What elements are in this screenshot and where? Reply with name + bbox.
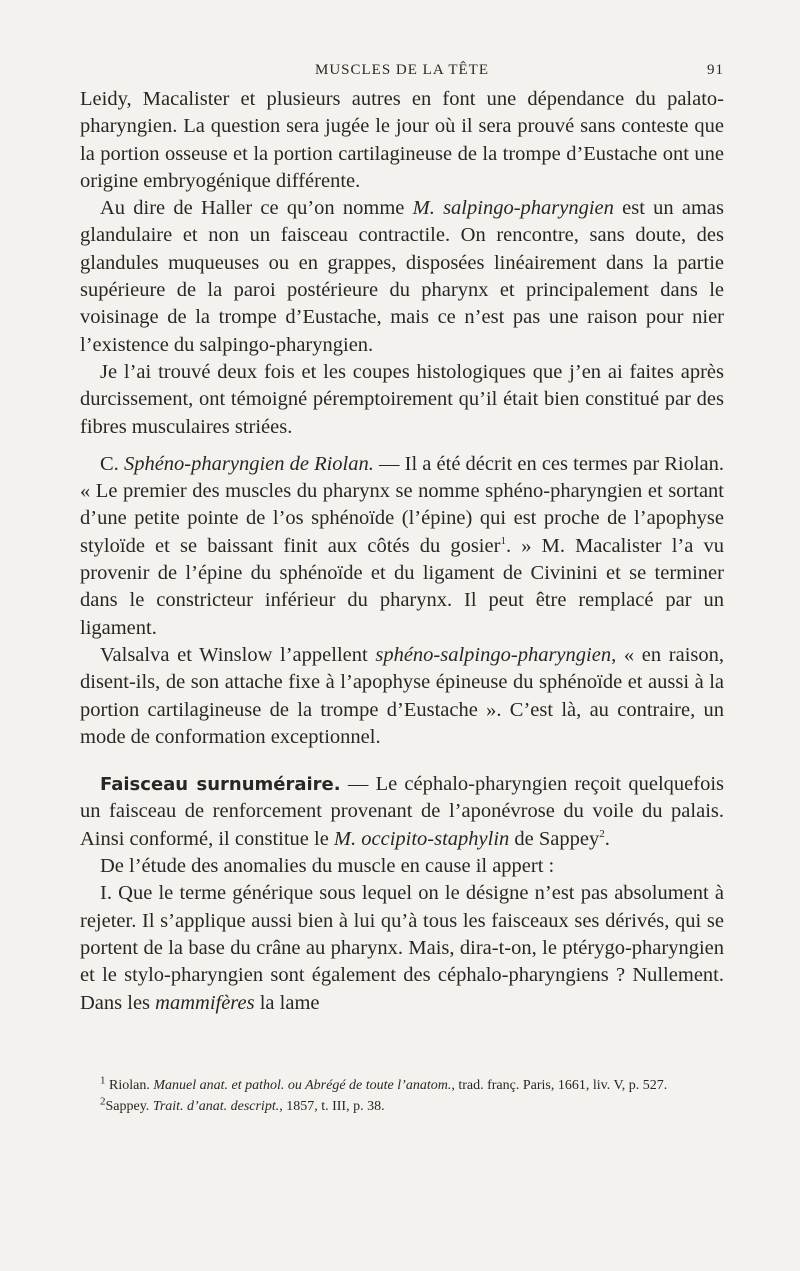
text-run: . (604, 827, 610, 850)
footnotes (80, 1076, 724, 1118)
text-run: Sappey. (105, 1099, 153, 1114)
section-heading: Faisceau surnuméraire. (100, 774, 341, 796)
text-run: , trad. franç. Paris, 1661, liv. V, p. 527. (451, 1078, 668, 1093)
paragraph: Leidy, Macalister et plusieurs autres en font une dépendance du palato-pharyngien. La question sera jugée le jour où il sera prouvé sans conteste que la portion osseuse et la portion cartilagineuse de la trompe d’Eustache ont une origine embryogénique différente. (80, 88, 724, 192)
footnote (80, 1076, 724, 1095)
paragraph (80, 880, 724, 1016)
section-letter: C. (100, 452, 124, 475)
section-paragraph (80, 771, 724, 853)
text-run: Valsalva et Winslow l’appellent (100, 643, 376, 666)
italic-term: M. occipito-staphylin (333, 827, 510, 850)
text-run: Riolan. (105, 1078, 154, 1093)
paragraph (80, 642, 724, 751)
text-run: . » M. Macalister l’a vu provenir de l’épine du sphénoïde et du ligament de Civinini et se terminer dans le constricteur inférieur du pharynx. Il peut être remplacé par un ligament. (80, 534, 724, 639)
italic-term: mammifères (155, 991, 255, 1014)
paragraph: Je l’ai trouvé deux fois et les coupes histologiques que j’en ai faites après durcissement, ont témoigné péremptoirement qu’il était bien constitué par des fibres musculaires striées. (80, 360, 724, 438)
section-heading: Sphéno-pharyngien de Riolan. (123, 452, 374, 475)
running-title: MUSCLES DE LA TÊTE (315, 62, 489, 78)
text-run: — Le céphalo-pharyngien reçoit quelquefois un faisceau de renforcement provenant de l’aponévrose du voile du palais. Ainsi conformé, il constitue le (80, 773, 724, 850)
footnote-ref: 1 (500, 534, 506, 547)
footnote-ref: 2 (599, 827, 605, 840)
paragraph (80, 195, 724, 359)
footnote-mark: 1 (100, 1074, 106, 1087)
running-header (80, 56, 724, 86)
text-run: — Il a été décrit en ces termes par Riolan. « Le premier des muscles du pharynx se nomme sphéno-pharyngien et sortant d’une petite pointe de l’os sphénoïde (l’épine) qui est proche de l’apophyse styloïde et se baissant finit aux côtés du gosier (80, 452, 725, 557)
paragraph: De l’étude des anomalies du muscle en cause il appert : (100, 855, 555, 878)
text-run: I. Que le terme générique sous lequel on le désigne n’est pas absolument à rejeter. Il s’applique aussi bien à lui qu’à tous les faisceaux ses dérivés, qui se portent de la base du crâne au pharynx. Mais, dira-t-on, le ptérygo-pharyngien et le stylo-pharyngien sont également des céphalo-pharyngiens ? Nullement. Dans les (80, 882, 724, 1014)
text-run: Au dire de Haller ce qu’on nomme (100, 197, 413, 220)
page (80, 56, 724, 1017)
italic-title: Manuel anat. et pathol. ou Abrégé de toute l’anatom. (153, 1078, 452, 1093)
italic-term: M. salpingo-pharyngien (412, 197, 614, 220)
text-run: la lame (254, 991, 320, 1014)
text-run: « en raison, disent-ils, de son attache fixe à l’apophyse épineuse du sphénoïde et aussi à la portion cartilagineuse de la trompe d’Eustache ». C’est là, au contraire, un mode de conformation exceptionnel. (80, 643, 725, 748)
text-run: , 1857, t. III, p. 38. (279, 1099, 385, 1114)
text-run: de Sappey (509, 827, 600, 850)
italic-term: sphéno-salpingo-pharyngien, (375, 643, 617, 666)
footnote (80, 1097, 724, 1116)
text-run: est un amas glandulaire et non un faisceau contractile. On rencontre, sans doute, des glandules muqueuses ou en grappes, disposées linéairement dans la partie supérieure de la paroi postérieure du pharynx et principalement dans le voisinage de la trompe d’Eustache, mais ce n’est pas une raison pour nier l’existence du salpingo-pharyngien. (80, 197, 724, 356)
page-number: 91 (707, 62, 724, 78)
italic-title: Trait. d’anat. descript. (152, 1099, 280, 1114)
section-paragraph (80, 451, 724, 642)
footnote-mark: 2 (100, 1095, 106, 1108)
body-text (80, 86, 724, 1017)
